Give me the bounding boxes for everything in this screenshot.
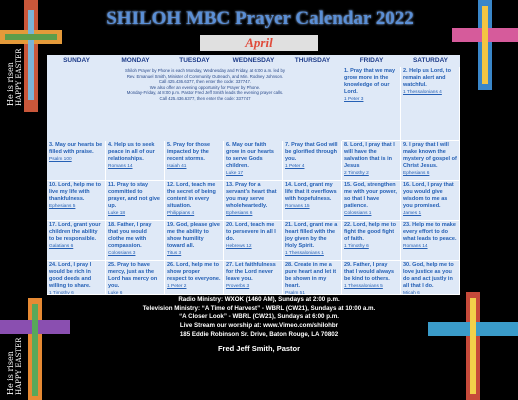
ministry-footer — [92, 296, 426, 353]
april-text: April — [245, 35, 273, 50]
scripture-ref: 1 Timothy 6 — [49, 291, 74, 295]
scripture-ref: Micah 6 — [403, 291, 420, 295]
scripture-ref: Luke 17 — [226, 171, 244, 176]
scripture-ref: 1 Timothy 6 — [344, 244, 369, 249]
scripture-ref: Romans 14 — [108, 164, 133, 169]
calendar-day — [165, 261, 224, 295]
calendar-day — [401, 141, 460, 181]
calendar-day — [106, 181, 165, 221]
prayer-text: 5. Pray for those impacted by the recent storms. — [167, 142, 211, 162]
closer-look-text: “A Closer Look” - WBRL (CW21), Sundays at 6:00 p.m. — [179, 313, 339, 321]
calendar-day — [47, 181, 106, 221]
calendar-day — [283, 261, 342, 295]
prayer-text: 25. Pray to have mercy, just as the Lord has mercy on you. — [108, 262, 158, 289]
calendar-day — [106, 261, 165, 295]
he-is-risen-text: He is risen — [6, 62, 15, 106]
scripture-ref: Proverbs 3 — [226, 284, 250, 289]
prayer-text: 30. God, help me to love justice as you do and act justly in all that I do. — [403, 262, 454, 289]
radio-ministry-text: Radio Ministry: WXOK (1460 AM), Sundays at 2:00 p.m. — [178, 296, 340, 303]
calendar-day — [165, 221, 224, 261]
prayer-text: 20. Lord, teach me to persevere in all I do. — [226, 222, 276, 242]
calendar-day — [342, 221, 401, 261]
scripture-ref: Luke 18 — [108, 211, 126, 216]
calendar-day — [47, 221, 106, 261]
scripture-ref: Psalm 51 — [285, 291, 305, 295]
scripture-ref: James 1 — [403, 211, 422, 216]
prayer-text: 15. God, strengthen me with your power, so that I have patience. — [344, 182, 397, 209]
scripture-ref: Ephesians 5 — [49, 204, 76, 209]
calendar-day — [401, 221, 460, 261]
prayer-text: 13. Pray for a servant's heart that you may serve wholeheartedly. — [226, 182, 277, 209]
prayer-text: 8. Lord, I pray that I will have the salvation that is in Jesus — [344, 142, 395, 169]
scripture-ref: Luke 6 — [108, 291, 123, 295]
prayer-text: 12. Lord, teach me the secret of being content in every situation. — [167, 182, 216, 209]
prayer-text: 3. May our hearts be filled with praise. — [49, 142, 103, 155]
day-header: SUNDAY — [63, 57, 90, 64]
day-header: THURSDAY — [294, 57, 331, 64]
happy-easter-text: HAPPY EASTER — [15, 48, 23, 106]
scripture-ref: Ephesians 6 — [403, 171, 430, 176]
prayer-text: 9. I pray that I will make known the mystery of gospel of Christ Jesus. — [403, 142, 457, 169]
scripture-ref: Philippians 4 — [167, 211, 195, 216]
prayer-text: 28. Create in me a pure heart and let it be shown in my heart. — [285, 262, 337, 289]
info-line: Shiloh Prayer by Phone is each Monday, Wednesday and Friday, at 6:00 a.m. led by — [124, 68, 286, 73]
calendar-day — [106, 141, 165, 181]
prayer-text: 10. Lord, help me to live my life with thankfulness. — [49, 182, 101, 202]
day-header: TUESDAY — [179, 57, 210, 64]
prayer-text: 27. Let faithfulness for the Lord never leave you. — [226, 262, 276, 282]
scripture-ref: Colossians 3 — [108, 251, 136, 256]
calendar-day — [342, 181, 401, 221]
scripture-ref: Hebrews 12 — [226, 244, 252, 249]
calendar-day — [342, 67, 401, 141]
he-is-risen-text: He is risen — [6, 351, 15, 395]
scripture-ref: Titus 3 — [167, 251, 182, 256]
day-header: FRIDAY — [359, 57, 384, 64]
easter-cross-image — [452, 0, 518, 90]
live-stream-link[interactable]: Live Stream our worship at: www.Vimeo.com/shilohbr — [179, 322, 339, 330]
prayer-text: 14. Lord, grant my life that it overflows with hopefulness. — [285, 182, 337, 202]
calendar-day — [224, 141, 283, 181]
info-line: We also offer an evening opportunity for Prayer by Phone. — [149, 84, 261, 90]
scripture-ref: 2 Timothy 2 — [344, 171, 369, 176]
prayer-text: 16. Lord, I pray that you would give wisdom to me as you promised. — [403, 182, 454, 209]
scripture-ref: 1 Thessalonians 4 — [403, 90, 442, 95]
prayer-text: 26. Lord, help me to show proper respect to everyone. — [167, 262, 221, 282]
calendar-day — [342, 141, 401, 181]
info-line: Call 425.436.6377, then enter the code: 337747. — [158, 79, 252, 84]
calendar-day — [342, 261, 401, 295]
prayer-text: 29. Father, I pray that I would always be kind to others. — [344, 262, 395, 282]
happy-easter-text: HAPPY EASTER — [15, 337, 23, 395]
scripture-ref: 1 Peter 4 — [285, 164, 305, 169]
prayer-text: 24. Lord, I pray I would be rich in good deeds and willing to share. — [49, 262, 92, 289]
scripture-ref: Colossians 1 — [344, 211, 372, 216]
scripture-ref: Romans 15 — [285, 204, 310, 209]
scripture-ref: 1 Peter 2 — [167, 284, 187, 289]
prayer-text: 1. Pray that we may grow more in the knowledge of our Lord. — [344, 68, 396, 95]
calendar-day — [401, 261, 460, 295]
scripture-ref: 1 Thessalonians 1 — [285, 251, 324, 256]
prayer-text: 21. Lord, grant me a heart filled with the joy given by the Holy Spirit. — [285, 222, 338, 249]
scripture-ref: Psalm 100 — [49, 157, 72, 162]
scripture-ref: Romans 14 — [403, 244, 428, 249]
prayer-text: 7. Pray that God will be glorified through you. — [285, 142, 338, 162]
calendar-day — [283, 141, 342, 181]
prayer-text: 22. Lord, help me to fight the good fight of faith. — [344, 222, 396, 242]
calendar-day — [224, 261, 283, 295]
calendar-day — [47, 261, 106, 295]
easter-cross-image — [428, 292, 518, 400]
scripture-ref: 1 Peter 3 — [344, 97, 364, 102]
day-header: SATURDAY — [412, 57, 449, 64]
calendar-day — [224, 221, 283, 261]
calendar-day — [401, 67, 460, 141]
calendar-day — [165, 181, 224, 221]
page-title: SHILOH MBC Prayer Calendar 2022 — [106, 8, 414, 29]
calendar-day — [47, 141, 106, 181]
church-address: 185 Eddie Robinson Sr. Drive, Baton Rouge, LA 70802 — [179, 330, 339, 338]
calendar-day — [283, 181, 342, 221]
prayer-text: 18. Father, I pray that you would clothe me with compassion. — [108, 222, 152, 249]
prayer-text: 2. Help us Lord, to remain alert and watchful. — [403, 68, 451, 88]
prayer-text: 6. May our faith grow in our hearts to serve Gods children. — [226, 142, 274, 169]
scripture-ref: Ephesians 6 — [226, 211, 253, 216]
tv-ministry-text: Television Ministry: “A Time of Harvest” - WBRL (CW21), Sundays at 10:00 a.m. — [142, 304, 376, 312]
pastor-name: Fred Jeff Smith, Pastor — [217, 343, 301, 353]
prayer-text: 17. Lord, grant your children the ability to be responsible. — [49, 222, 101, 242]
scripture-ref: Isaiah 41 — [167, 164, 187, 169]
prayer-text: 23. Help me to make every effort to do what leads to peace. — [403, 222, 457, 242]
scripture-ref: Galatians 6 — [49, 244, 74, 249]
info-line: Monday-Friday, at 8:00 p.m. Pastor Fred Jeff Smith leads the evening prayer calls. — [126, 90, 284, 95]
calendar-day — [401, 181, 460, 221]
calendar-day — [106, 221, 165, 261]
calendar-day — [283, 221, 342, 261]
prayer-text: 11. Pray to stay committed to prayer, and not give up. — [108, 182, 160, 209]
info-line: Rev. Emanuel Smith, Minister of Community Outreach, and Min. Rodney Johnson. — [126, 73, 284, 79]
prayer-by-phone-info — [80, 68, 330, 101]
scripture-ref: 1 Thessalonians 5 — [344, 284, 383, 289]
april-banner — [200, 33, 318, 53]
prayer-text: 4. Help us to seek peace in all of our relationships. — [108, 142, 155, 162]
calendar-day — [165, 141, 224, 181]
info-line: Call 425.436.6377, then enter the code: 337747 — [159, 95, 251, 101]
prayer-text: 19. God, please give me the ability to show humility toward all. — [167, 222, 220, 249]
calendar-day — [224, 181, 283, 221]
day-header: MONDAY — [121, 57, 150, 64]
day-header: WEDNESDAY — [232, 57, 275, 64]
